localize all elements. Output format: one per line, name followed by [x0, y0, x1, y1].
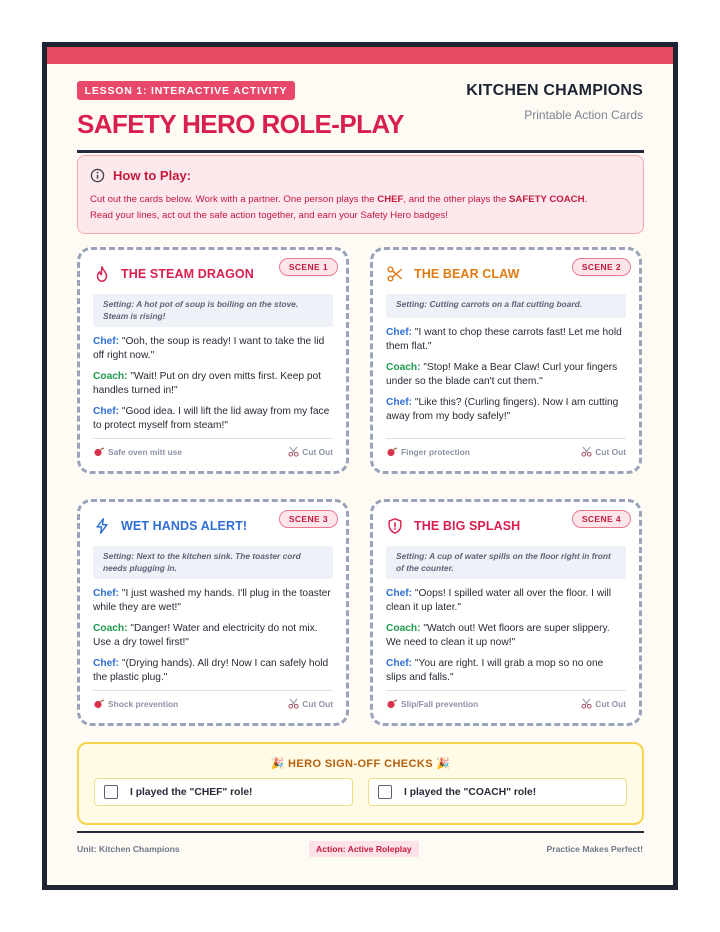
scene-badge: SCENE 1: [279, 258, 338, 276]
badge-icon: [93, 447, 105, 457]
scene-setting: Setting: A cup of water spills on the floor right in front of the counter.: [386, 546, 626, 579]
scene-setting: Setting: Next to the kitchen sink. The toaster cord needs plugging in.: [93, 546, 333, 579]
dialogue-line: Chef: "You are right. I will grab a mop so no one slips and falls.": [386, 658, 604, 683]
scissors-icon: [288, 446, 299, 457]
scene-badge: SCENE 3: [279, 510, 338, 528]
top-stripe: [47, 47, 673, 64]
card-footer: [386, 690, 626, 709]
scene-card-4: [370, 499, 642, 726]
lesson-tag: LESSON 1: INTERACTIVE ACTIVITY: [77, 81, 295, 100]
badge-icon: [93, 699, 105, 709]
dialogue-line: Chef: "Like this? (Curling fingers). Now I am cutting away from my body safely!": [386, 397, 619, 422]
footer-unit: Unit: Kitchen Champions: [77, 844, 180, 854]
cut-out-label: Cut Out: [302, 698, 333, 709]
checkbox-chef-role[interactable]: [94, 778, 353, 806]
sign-off-title: 🎉 HERO SIGN-OFF CHECKS 🎉: [270, 758, 451, 770]
skill-label: Shock prevention: [108, 698, 179, 709]
scissors-icon: [581, 446, 592, 457]
footer-motto: Practice Makes Perfect!: [546, 844, 643, 854]
scene-badge: SCENE 2: [572, 258, 631, 276]
scene-card-2: [370, 247, 642, 474]
brand-name: KITCHEN CHAMPIONS: [466, 82, 643, 99]
brand-subtitle: Printable Action Cards: [524, 108, 643, 122]
badge-icon: [386, 447, 398, 457]
skill-label: Finger protection: [401, 446, 470, 457]
role-coach: SAFETY COACH: [509, 194, 585, 205]
checkbox-label: I played the "CHEF" role!: [130, 786, 253, 798]
footer-action-tag: Action: Active Roleplay: [309, 841, 419, 857]
flame-icon: [93, 265, 111, 283]
dialogue-line: Chef: "Ooh, the soup is ready! I want to take the lid off right now.": [93, 336, 325, 361]
scissors-icon: [581, 698, 592, 709]
checkbox-label: I played the "COACH" role!: [404, 786, 537, 798]
how-to-play-box: [77, 155, 644, 234]
card-footer: [93, 690, 333, 709]
worksheet-frame: [42, 42, 678, 890]
checkbox-coach-role[interactable]: [368, 778, 627, 806]
dialogue-line: Chef: "I want to chop these carrots fast! Let me hold them flat.": [386, 327, 622, 352]
dialogue-line: Coach: "Watch out! Wet floors are super slippery. We need to clean it up now!": [386, 623, 610, 648]
cut-out-label: Cut Out: [302, 446, 333, 457]
role-chef: CHEF: [377, 194, 404, 205]
scissors-icon: [386, 265, 404, 283]
badge-icon: [386, 699, 398, 709]
cut-out-label: Cut Out: [595, 446, 626, 457]
scene-setting: Setting: A hot pot of soup is boiling on the stove. Steam is rising!: [93, 294, 333, 327]
worksheet-page: [47, 47, 673, 885]
dialogue-line: Coach: "Stop! Make a Bear Claw! Curl your fingers under so the blade can't cut them.": [386, 362, 618, 387]
card-footer: [93, 438, 333, 457]
footer-divider: [77, 831, 644, 833]
skill-label: Safe oven mitt use: [108, 446, 183, 457]
shield-alert-icon: [386, 517, 404, 535]
card-title: WET HANDS ALERT!: [121, 519, 248, 533]
scissors-icon: [288, 698, 299, 709]
how-to-play-text: Cut out the cards below. Work with a partner. One person plays the CHEF, and the other plays the SAFETY COACH. Read your lines, act out the safe action together, and earn your Safety Hero badges!: [90, 194, 588, 221]
scene-card-1: [77, 247, 349, 474]
card-title: THE BIG SPLASH: [414, 519, 521, 533]
scene-card-3: [77, 499, 349, 726]
checkbox-square[interactable]: [378, 785, 392, 799]
scene-setting: Setting: Cutting carrots on a flat cutting board.: [386, 294, 626, 318]
dialogue-line: Chef: "I just washed my hands. I'll plug in the toaster while they are wet!": [93, 588, 331, 613]
lightning-icon: [93, 517, 111, 535]
dialogue-line: Coach: "Wait! Put on dry oven mitts first. Keep pot handles turned in!": [93, 371, 322, 396]
page-title: SAFETY HERO ROLE-PLAY: [77, 109, 404, 139]
info-icon: [90, 168, 105, 183]
skill-label: Slip/Fall prevention: [401, 698, 479, 709]
dialogue-line: Chef: "Good idea. I will lift the lid away from my face to protect myself from steam!": [93, 406, 330, 431]
header-divider: [77, 150, 644, 153]
sign-off-box: [77, 742, 644, 825]
checkbox-square[interactable]: [104, 785, 118, 799]
card-footer: [386, 438, 626, 457]
dialogue-line: Chef: "(Drying hands). All dry! Now I can safely hold the plastic plug.": [93, 658, 329, 683]
how-to-play-title: How to Play:: [113, 168, 192, 183]
card-title: THE STEAM DRAGON: [121, 267, 254, 281]
scene-badge: SCENE 4: [572, 510, 631, 528]
cut-out-label: Cut Out: [595, 698, 626, 709]
dialogue-line: Chef: "Oops! I spilled water all over the floor. I will clean it up later.": [386, 588, 611, 613]
dialogue-line: Coach: "Danger! Water and electricity do not mix. Use a dry towel first!": [93, 623, 318, 648]
card-title: THE BEAR CLAW: [414, 267, 520, 281]
